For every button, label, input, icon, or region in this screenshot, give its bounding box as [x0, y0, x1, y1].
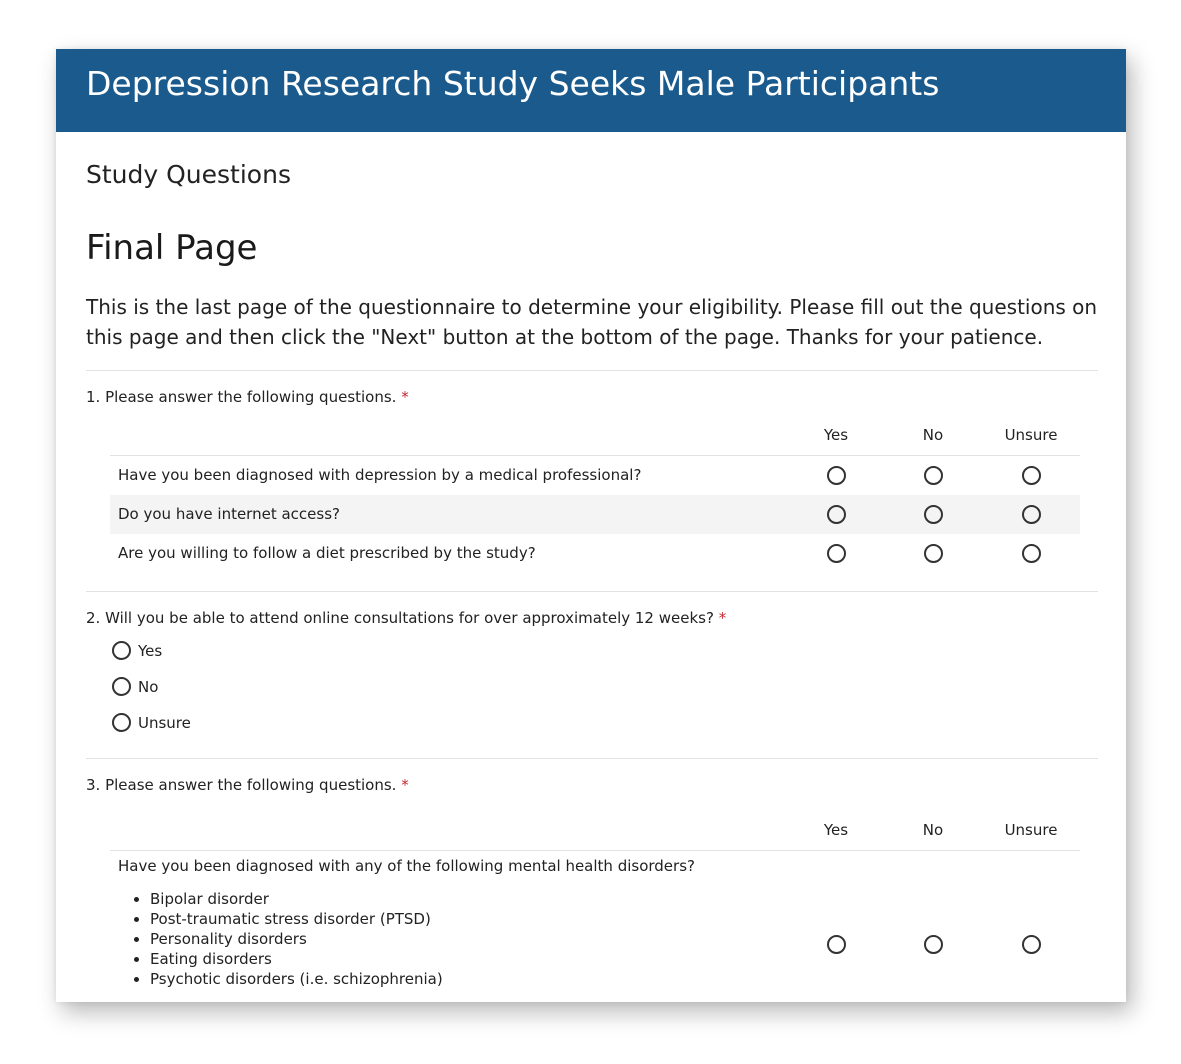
required-marker: * — [401, 775, 409, 794]
matrix-header-unsure: Unsure — [982, 810, 1080, 851]
matrix-row-diagnosed-depression — [110, 456, 1080, 495]
matrix-header-yes: Yes — [788, 415, 884, 456]
question-3-matrix — [110, 810, 1080, 999]
question-2-text: 2. Will you be able to attend online consultations for over approximately 12 weeks? — [86, 608, 714, 627]
choice-no[interactable] — [112, 669, 1098, 705]
matrix-header-blank — [110, 415, 788, 456]
question-3-label — [86, 775, 1098, 795]
radio-no[interactable] — [924, 935, 943, 954]
radio-yes[interactable] — [112, 641, 131, 660]
choice-label: Yes — [138, 641, 163, 660]
radio-no[interactable] — [924, 505, 943, 524]
radio-yes[interactable] — [827, 466, 846, 485]
question-1-matrix — [110, 415, 1080, 573]
matrix-row-label: Have you been diagnosed with depression by a medical professional? — [118, 466, 642, 485]
matrix-row-label: Do you have internet access? — [110, 495, 788, 534]
divider — [86, 758, 1098, 759]
question-1-label — [86, 387, 1098, 407]
matrix-header-no: No — [884, 810, 982, 851]
matrix-row-follow-diet — [110, 534, 1080, 573]
matrix-row-label — [110, 850, 788, 999]
intro-text: This is the last page of the questionnaire to determine your eligibility. Please fill out the questions on this page and then click the "Next" button at the bottom of the page. Thanks for your patience. — [86, 295, 1098, 349]
section-title: Study Questions — [86, 160, 291, 189]
radio-no[interactable] — [924, 466, 943, 485]
matrix-header-no: No — [884, 415, 982, 456]
matrix-header-unsure: Unsure — [982, 415, 1080, 456]
matrix-row-internet-access — [110, 495, 1080, 534]
radio-no[interactable] — [924, 544, 943, 563]
choice-unsure[interactable] — [112, 705, 1098, 741]
divider — [86, 370, 1098, 371]
disorders-question: Have you been diagnosed with any of the following mental health disorders? — [118, 856, 695, 875]
matrix-header-yes: Yes — [788, 810, 884, 851]
required-marker: * — [718, 608, 727, 627]
radio-unsure[interactable] — [1022, 466, 1041, 485]
matrix-header-blank — [110, 810, 788, 851]
question-3-text: 3. Please answer the following questions. — [86, 775, 397, 794]
survey-content — [56, 159, 1126, 999]
divider — [86, 591, 1098, 592]
radio-yes[interactable] — [827, 505, 846, 524]
matrix-row-label: Are you willing to follow a diet prescribed by the study? — [118, 544, 536, 562]
choice-label: No — [138, 677, 159, 696]
choice-yes[interactable] — [112, 633, 1098, 669]
radio-unsure[interactable] — [1022, 505, 1041, 524]
radio-unsure[interactable] — [112, 713, 131, 732]
survey-header — [56, 49, 1126, 132]
list-item: • Personality disorders — [150, 929, 788, 949]
question-1-text: 1. Please answer the following questions. — [86, 388, 397, 406]
list-item: • Bipolar disorder — [150, 889, 788, 909]
radio-unsure[interactable] — [1022, 935, 1041, 954]
matrix-row-mental-health-disorders — [110, 850, 1080, 999]
choice-label: Unsure — [138, 713, 191, 732]
radio-yes[interactable] — [827, 935, 846, 954]
survey-title: Depression Research Study Seeks Male Participants — [86, 64, 940, 103]
question-2-choices — [86, 633, 1098, 741]
page-title: Final Page — [86, 228, 258, 268]
survey-card — [56, 49, 1126, 1002]
radio-yes[interactable] — [827, 544, 846, 563]
required-marker: * — [401, 388, 409, 406]
disorders-list — [118, 889, 788, 989]
radio-no[interactable] — [112, 677, 131, 696]
list-item: • Eating disorders — [150, 949, 788, 969]
list-item: • Post-traumatic stress disorder (PTSD) — [150, 909, 788, 929]
radio-unsure[interactable] — [1022, 544, 1041, 563]
question-2-label — [86, 608, 1098, 628]
list-item: • Psychotic disorders (i.e. schizophrenia) — [150, 969, 788, 989]
